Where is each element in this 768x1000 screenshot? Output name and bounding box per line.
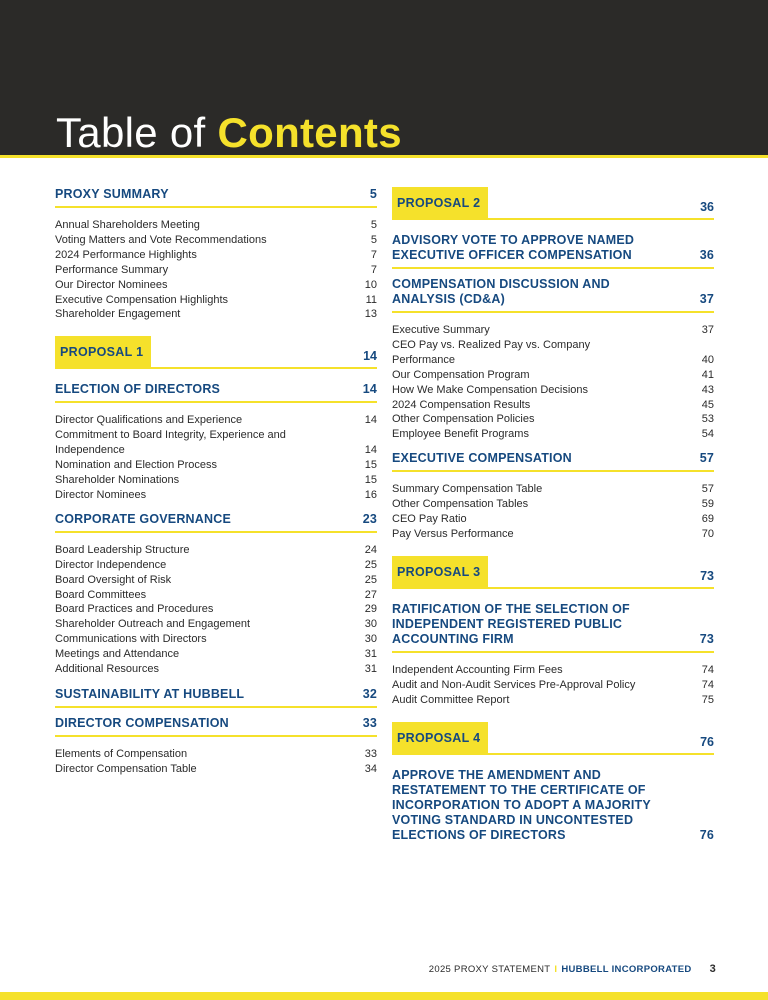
toc-section-proxy-summary[interactable] (55, 187, 377, 208)
entry-page: 15 (364, 459, 377, 472)
bottom-accent-bar (0, 992, 768, 1000)
entry-label: Audit and Non-Audit Services Pre-Approval Policy (392, 678, 636, 691)
entry-page: 30 (364, 633, 377, 646)
toc-entry[interactable] (55, 632, 377, 647)
toc-proposal-3[interactable] (392, 556, 714, 589)
section-page: 23 (362, 511, 377, 526)
entry-label: Commitment to Board Integrity, Experience and Independence (55, 429, 286, 457)
toc-section-amendment[interactable] (392, 768, 714, 847)
proposal-page: 36 (700, 200, 714, 214)
section-title: EXECUTIVE COMPENSATION (392, 451, 572, 466)
toc-proposal-4[interactable] (392, 722, 714, 755)
entry-list (55, 543, 377, 677)
entry-label: Director Independence (55, 558, 167, 571)
entry-page: 13 (364, 308, 377, 321)
section-title: ADVISORY VOTE TO APPROVE NAMED EXECUTIVE OFFICER COMPENSATION (392, 233, 635, 262)
entry-page: 45 (701, 398, 714, 411)
entry-page: 43 (701, 383, 714, 396)
toc-section-cda[interactable] (392, 277, 714, 313)
toc-entry[interactable] (55, 307, 377, 322)
proposal-page: 73 (700, 568, 714, 583)
toc-entry[interactable] (392, 323, 714, 338)
toc-section-ratification[interactable] (392, 602, 714, 653)
entry-label: Shareholder Outreach and Engagement (55, 618, 251, 631)
section-page: 76 (699, 827, 714, 842)
entry-page: 34 (364, 762, 377, 775)
page-title-bold: Contents (217, 109, 402, 156)
proposal-page: 14 (363, 349, 377, 364)
entry-page: 25 (364, 573, 377, 586)
section-page: 73 (699, 631, 714, 646)
toc-entry[interactable] (55, 647, 377, 662)
entry-label: 2024 Performance Highlights (55, 248, 197, 261)
toc-entry[interactable] (392, 398, 714, 413)
entry-page: 11 (365, 293, 377, 306)
toc-entry[interactable] (55, 762, 377, 777)
entry-label: Executive Compensation Highlights (55, 293, 229, 306)
entry-label: Shareholder Engagement (55, 308, 181, 321)
toc-entry[interactable] (55, 747, 377, 762)
entry-list (55, 218, 377, 322)
entry-label: Communications with Directors (55, 633, 207, 646)
footer-company-name: HUBBELL INCORPORATED (561, 963, 692, 975)
toc-section-election-of-directors[interactable] (55, 382, 377, 403)
entry-list (55, 413, 377, 502)
entry-label: Other Compensation Policies (392, 413, 535, 426)
toc-entry[interactable] (55, 543, 377, 558)
entry-page: 27 (364, 588, 377, 601)
page-footer (429, 963, 716, 975)
footer-separator: I (554, 963, 558, 975)
entry-list (392, 482, 714, 542)
entry-page: 57 (701, 483, 714, 496)
section-title: CORPORATE GOVERNANCE (55, 511, 232, 526)
entry-label: Board Practices and Procedures (55, 603, 214, 616)
entry-label: Meetings and Attendance (55, 648, 180, 661)
entry-page: 16 (364, 488, 377, 501)
proposal-tag: PROPOSAL 1 (55, 336, 151, 367)
entry-label: Pay Versus Performance (392, 527, 514, 540)
entry-label: 2024 Compensation Results (392, 398, 531, 411)
entry-label: Voting Matters and Vote Recommendations (55, 233, 267, 246)
entry-page: 31 (364, 663, 377, 676)
toc-section-director-compensation[interactable] (55, 716, 377, 737)
toc-left-column (55, 187, 377, 777)
toc-entry[interactable] (55, 602, 377, 617)
entry-page: 10 (364, 278, 377, 291)
toc-entry[interactable] (392, 482, 714, 497)
entry-label: Director Compensation Table (55, 762, 197, 775)
entry-label: Our Director Nominees (55, 278, 168, 291)
toc-entry[interactable] (55, 662, 377, 677)
toc-proposal-2[interactable] (392, 187, 714, 220)
toc-entry[interactable] (55, 233, 377, 248)
section-title: COMPENSATION DISCUSSION AND ANALYSIS (CD&A) (392, 277, 610, 306)
section-title: DIRECTOR COMPENSATION (55, 715, 229, 730)
entry-label: Annual Shareholders Meeting (55, 219, 200, 231)
section-title: APPROVE THE AMENDMENT AND RESTATEMENT TO THE CERTIFICATE OF INCORPORATION TO ADOPT A MAJORITY VOTING STANDARD IN UNCONTESTED ELECTIONS OF DIRECTORS (392, 767, 651, 842)
entry-page: 29 (364, 603, 377, 616)
title-banner (0, 0, 768, 158)
entry-label: CEO Pay vs. Realized Pay vs. Company Performance (392, 338, 591, 366)
entry-label: How We Make Compensation Decisions (392, 383, 589, 396)
entry-page: 59 (701, 498, 714, 511)
entry-page: 41 (701, 368, 714, 381)
toc-entry[interactable] (55, 293, 377, 308)
entry-page: 69 (701, 513, 714, 526)
entry-page: 14 (364, 414, 377, 427)
entry-page: 54 (701, 428, 714, 441)
entry-label: Independent Accounting Firm Fees (392, 663, 563, 676)
entry-label: Executive Summary (392, 324, 490, 336)
entry-list (55, 747, 377, 777)
entry-page: 33 (364, 747, 377, 760)
entry-page: 37 (701, 324, 714, 336)
toc-entry[interactable] (392, 678, 714, 693)
toc-entry[interactable] (392, 512, 714, 527)
toc-entry[interactable] (55, 248, 377, 263)
toc-entry[interactable] (55, 413, 377, 428)
entry-label: Audit Committee Report (392, 693, 510, 706)
entry-label: Other Compensation Tables (392, 498, 529, 511)
toc-entry[interactable] (55, 573, 377, 588)
entry-label: Additional Resources (55, 663, 159, 676)
toc-entry[interactable] (55, 473, 377, 488)
proposal-tag: PROPOSAL 3 (392, 556, 488, 587)
entry-page: 70 (701, 527, 714, 540)
entry-list (392, 323, 714, 442)
entry-page: 53 (701, 413, 714, 426)
entry-label: Elements of Compensation (55, 747, 188, 760)
proposal-page: 76 (700, 734, 714, 749)
section-page: 33 (362, 715, 377, 730)
toc-entry[interactable] (392, 427, 714, 442)
toc-entry[interactable] (392, 693, 714, 708)
toc-entry[interactable] (55, 588, 377, 603)
toc-entry[interactable] (55, 428, 377, 458)
entry-page: 40 (701, 353, 714, 366)
entry-page: 7 (370, 263, 377, 276)
entry-page: 24 (364, 543, 377, 556)
entry-label: Board Committees (55, 588, 147, 601)
page-title (56, 110, 402, 156)
section-page: 37 (699, 292, 714, 306)
toc-section-sustainability[interactable] (55, 687, 377, 708)
toc-entry[interactable] (55, 458, 377, 473)
toc-entry[interactable] (55, 558, 377, 573)
page-title-light: Table of (56, 109, 218, 156)
entry-label: Employee Benefit Programs (392, 428, 529, 441)
section-page: 36 (699, 248, 714, 262)
entry-page: 75 (701, 693, 714, 706)
entry-page: 31 (364, 648, 377, 661)
toc-entry[interactable] (392, 338, 714, 368)
entry-label: Director Nominees (55, 488, 147, 501)
entry-page: 74 (701, 678, 714, 691)
section-page: 5 (369, 187, 377, 201)
toc-entry[interactable] (392, 383, 714, 398)
toc-entry[interactable] (392, 412, 714, 427)
footer-document-name: 2025 PROXY STATEMENT (428, 963, 551, 975)
toc-proposal-1[interactable] (55, 336, 377, 369)
toc-section-executive-compensation[interactable] (392, 451, 714, 472)
entry-page: 5 (370, 233, 377, 246)
entry-label: Our Compensation Program (392, 368, 530, 381)
section-title: SUSTAINABILITY AT HUBBELL (55, 686, 245, 701)
entry-label: Performance Summary (55, 263, 169, 276)
entry-label: Board Oversight of Risk (55, 573, 172, 586)
entry-label: Shareholder Nominations (55, 473, 180, 486)
entry-list (392, 663, 714, 708)
section-page: 57 (699, 451, 714, 466)
toc-entry[interactable] (392, 663, 714, 678)
toc-entry[interactable] (55, 488, 377, 503)
toc-section-corporate-governance[interactable] (55, 512, 377, 533)
proposal-tag: PROPOSAL 4 (392, 722, 488, 753)
entry-page: 74 (701, 663, 714, 676)
toc-entry[interactable] (55, 617, 377, 632)
toc-entry[interactable] (55, 218, 377, 233)
toc-entry[interactable] (55, 263, 377, 278)
entry-label: Nomination and Election Process (55, 459, 218, 472)
proposal-tag: PROPOSAL 2 (392, 187, 488, 218)
entry-page: 15 (364, 473, 377, 486)
section-title: ELECTION OF DIRECTORS (55, 382, 221, 397)
toc-entry[interactable] (55, 278, 377, 293)
entry-page: 14 (364, 444, 377, 457)
entry-page: 5 (370, 219, 377, 231)
entry-label: Board Leadership Structure (55, 543, 190, 556)
entry-page: 7 (370, 248, 377, 261)
entry-page: 30 (364, 618, 377, 631)
section-title: PROXY SUMMARY (55, 187, 169, 201)
entry-label: CEO Pay Ratio (392, 513, 467, 526)
toc-entry[interactable] (392, 368, 714, 383)
page-number: 3 (709, 963, 716, 975)
section-page: 32 (362, 686, 377, 701)
toc-section-advisory-vote[interactable] (392, 233, 714, 269)
toc-right-column (392, 187, 714, 847)
entry-label: Director Qualifications and Experience (55, 414, 243, 427)
toc-entry[interactable] (392, 527, 714, 542)
toc-entry[interactable] (392, 497, 714, 512)
entry-label: Summary Compensation Table (392, 483, 543, 496)
section-page: 14 (362, 382, 377, 397)
section-title: RATIFICATION OF THE SELECTION OF INDEPENDENT REGISTERED PUBLIC ACCOUNTING FIRM (392, 601, 630, 646)
entry-page: 25 (364, 558, 377, 571)
